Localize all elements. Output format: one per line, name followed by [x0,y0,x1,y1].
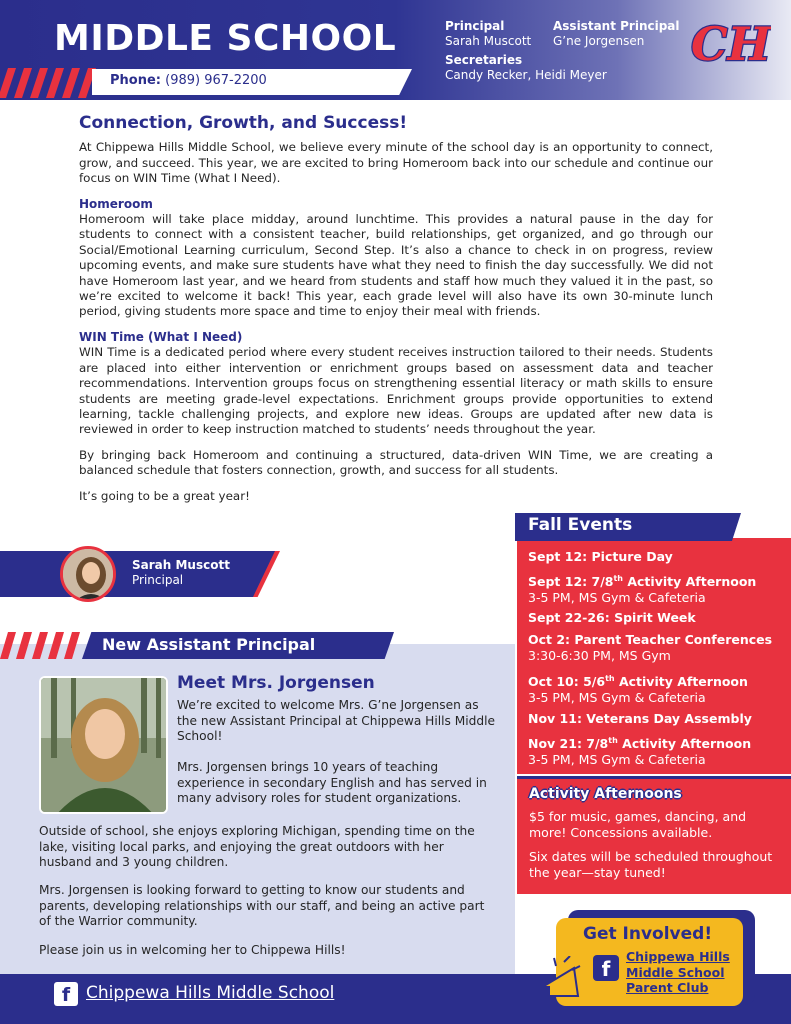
header-stripes [0,68,100,98]
activity-afternoons-title: Activity Afternoons [529,786,682,802]
letter-closing: By bringing back Homeroom and continuing a structured, data-driven WIN Time, we are creating a balanced schedule that fosters connection, growth, and success for all students. [79,447,713,478]
assistant-principal-photo [39,676,168,814]
megaphone-icon [534,956,592,1008]
activity-text: Six dates will be scheduled throughout the year—stay tuned! [529,849,773,880]
event-detail: 3:30-6:30 PM, MS Gym [528,648,671,663]
event-title: Sept 12: Picture Day [528,549,673,564]
event-title: Nov 11: Veterans Day Assembly [528,711,752,726]
staff-role: Secretaries [445,53,523,67]
staff-name: Sarah Muscott [445,34,532,48]
win-text: WIN Time is a dedicated period where every student receives instruction tailored to their needs. Students are placed into either intervention or enrichment groups based on assessment data and teacher recommendations. Intervention groups focus on strengthening essential literacy or math skills to ensure students are meeting grade-level expectations. Enrichment groups provide opportunities to extend learning, tackle challenging projects, and explore new ideas. Groups are updated after new data is reviewed in order to keep instruction matched to students’ needs throughout the year. [79,345,713,437]
ap-paragraph: We’re excited to welcome Mrs. G’ne Jorgensen as the new Assistant Principal at Chippewa Hills Middle School! [177,698,495,744]
ap-paragraph: Mrs. Jorgensen brings 10 years of teaching experience in secondary English and has served in many advisory roles for student organizations. [177,760,487,806]
event-item [528,610,696,626]
event-detail: 3-5 PM, MS Gym & Cafeteria [528,690,706,706]
get-involved-title: Get Involved! [583,924,713,944]
win-heading: WIN Time (What I Need) [79,329,243,344]
event-title: Oct 10: 5/6th Activity Afternoon [528,674,748,690]
event-detail: 3-5 PM, MS Gym & Cafeteria [528,590,706,606]
fall-events-title: Fall Events [528,515,633,535]
signature-name: Sarah Muscott [132,558,230,572]
ap-paragraph: Please join us in welcoming her to Chippewa Hills! [39,943,346,957]
phone-label: Phone: [110,73,161,88]
phone-number[interactable]: (989) 967-2200 [165,73,267,88]
letter-heading: Connection, Growth, and Success! [79,113,408,133]
facebook-icon: f [54,982,78,1006]
portrait-icon [41,678,168,814]
ap-paragraph: Mrs. Jorgensen is looking forward to getting to know our students and parents, developing relationships with our staff, and being an active part of the Warrior community. [39,883,485,929]
section-stripes [0,632,85,659]
staff-role: Principal [445,19,505,33]
staff-assistant-principal [553,19,680,49]
staff-secretaries [445,53,607,83]
event-item [528,571,756,606]
school-logo [687,14,771,70]
principal-avatar [60,546,116,602]
event-item [528,632,772,664]
event-title: Nov 21: 7/8th Activity Afternoon [528,736,752,752]
logo-text: CH [691,17,771,70]
phone-line [110,73,267,88]
section-banner-title: New Assistant Principal [102,635,316,654]
signature-title: Principal [132,573,184,587]
page-title: MIDDLE SCHOOL [54,18,397,59]
ap-paragraph: Outside of school, she enjoys exploring Michigan, spending time on the lake, visiting local parks, and enjoying the great outdoors with her husband and 3 young children. [39,824,475,870]
event-item [528,671,748,706]
staff-name: Candy Recker, Heidi Meyer [445,68,607,82]
event-detail: 3-5 PM, MS Gym & Cafeteria [528,752,706,768]
letter-intro: At Chippewa Hills Middle School, we believe every minute of the school day is an opportunity to connect, grow, and succeed. This year, we are excited to bring Homeroom back into our schedule and continue our focus on WIN Time (What I Need). [79,140,713,186]
letter-signoff: It’s going to be a great year! [79,488,250,503]
parent-club-link[interactable]: Chippewa Hills Middle School Parent Club [626,949,730,995]
event-title: Oct 2: Parent Teacher Conferences [528,632,773,647]
activity-text: $5 for music, games, dancing, and more! Concessions available. [529,809,747,840]
event-item [528,549,673,565]
footer-facebook-link[interactable]: Chippewa Hills Middle School [86,983,335,1003]
principal-letter [79,113,713,514]
staff-principal [445,19,531,49]
event-item [528,733,751,768]
event-title: Sept 12: 7/8th Activity Afternoon [528,574,757,590]
staff-role: Assistant Principal [553,19,680,33]
event-title: Sept 22-26: Spirit Week [528,610,696,625]
homeroom-text: Homeroom will take place midday, around lunchtime. This provides a natural pause in the day for students to connect with a consistent teacher, build relationships, get organized, and go through our Social/Emotional Learning curriculum, Second Step. It’s also a chance to check in on progress, review upcoming events, and make sure students have what they need to finish the day successfully. We did not have Homeroom last year, and we heard from students and staff how much they valued it in the past, so we’re excited to welcome it back! This year, each grade level will also have its own 30-minute lunch period, giving students more space and time to enjoy their meal with friends. [79,212,713,319]
homeroom-heading: Homeroom [79,196,153,211]
ap-heading: Meet Mrs. Jorgensen [177,673,375,693]
staff-name: G’ne Jorgensen [553,34,645,48]
event-item [528,711,752,727]
facebook-icon: f [593,955,619,981]
